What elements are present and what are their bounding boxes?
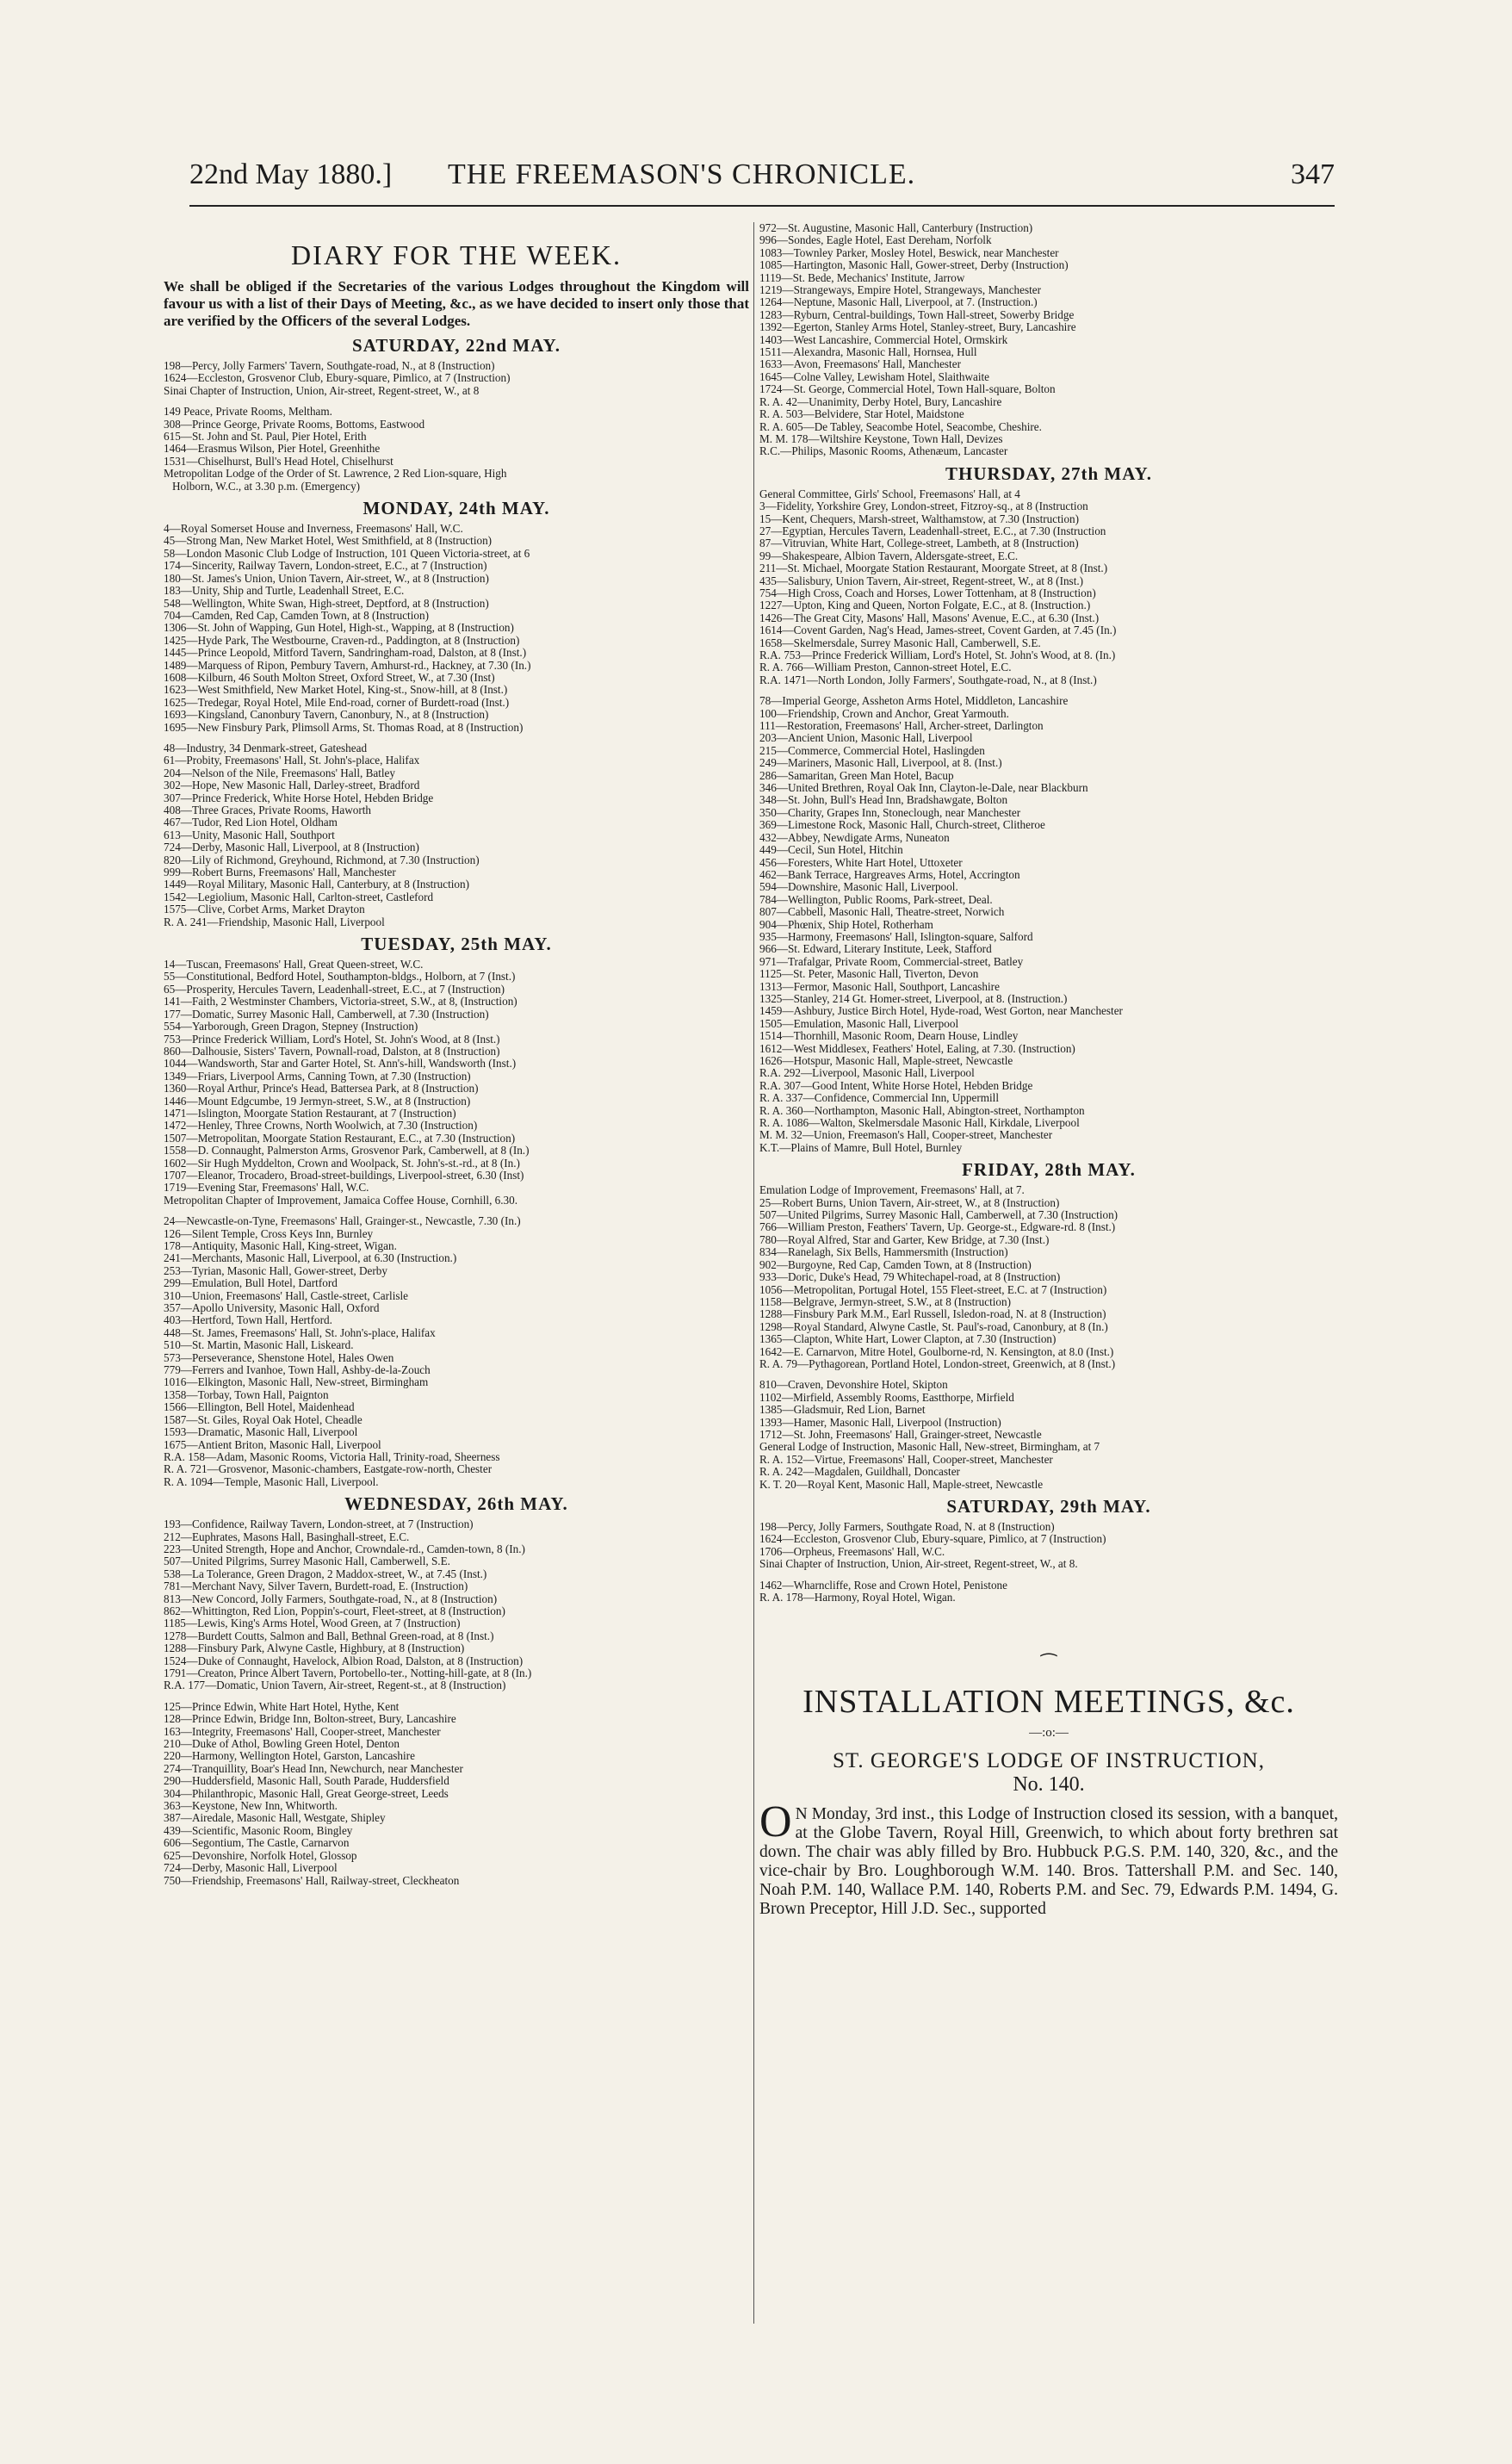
lodge-entry: 1791—Creaton, Prince Albert Tavern, Portobello-ter., Notting-hill-gate, at 8 (In.) xyxy=(164,1667,532,1679)
lodge-entry: 1044—Wandsworth, Star and Garter Hotel, St. Ann's-hill, Wandsworth (Inst.) xyxy=(164,1058,517,1071)
lodge-entry: 1511—Alexandra, Masonic Hall, Hornsea, Hull xyxy=(759,346,977,359)
lodge-entry: 704—Camden, Red Cap, Camden Town, at 8 (Instruction) xyxy=(164,609,429,622)
lodge-entry: 180—St. James's Union, Union Tavern, Air-street, W., at 8 (Instruction) xyxy=(164,572,489,585)
lodge-entry: 24—Newcastle-on-Tyne, Freemasons' Hall, Grainger-st., Newcastle, 7.30 (In.) xyxy=(164,1215,521,1228)
lodge-entry: 507—United Pilgrims, Surrey Masonic Hall, Camberwell, S.E. xyxy=(164,1555,450,1568)
lodge-entry: 1158—Belgrave, Jermyn-street, S.W., at 8 (Instruction) xyxy=(759,1295,1012,1308)
left-column xyxy=(164,222,749,2393)
lodge-entry: 724—Derby, Masonic Hall, Liverpool xyxy=(164,1862,338,1875)
lodge-entry: 1507—Metropolitan, Moorgate Station Restaurant, E.C., at 7.30 (Instruction) xyxy=(164,1132,516,1145)
lodge-entry: 456—Foresters, White Hart Hotel, Uttoxeter xyxy=(759,856,963,869)
lodge-entry: 1471—Islington, Moorgate Station Restaurant, at 7 (Instruction) xyxy=(164,1107,456,1120)
lodge-entry: 204—Nelson of the Nile, Freemasons' Hall, Batley xyxy=(164,767,396,779)
lodge-number: No. 140. xyxy=(1013,1773,1085,1797)
lodge-entry: 820—Lily of Richmond, Greyhound, Richmond, at 7.30 (Instruction) xyxy=(164,853,480,866)
lodge-entry: 594—Downshire, Masonic Hall, Liverpool. xyxy=(759,881,958,894)
lodge-entry: M. M. 32—Union, Freemason's Hall, Cooper-street, Manchester xyxy=(759,1129,1053,1142)
lodge-entry: 1119—St. Bede, Mechanics' Institute, Jarrow xyxy=(759,271,965,284)
diary-section xyxy=(164,498,749,928)
lodge-entry: 507—United Pilgrims, Surrey Masonic Hall, Camberwell, at 7.30 (Instruction) xyxy=(759,1209,1119,1222)
lodge-entry: 781—Merchant Navy, Silver Tavern, Burdett-road, E. (Instruction) xyxy=(164,1580,468,1593)
right-column xyxy=(759,222,1338,2393)
lodge-entry: 1283—Ryburn, Central-buildings, Town Hall-street, Sowerby Bridge xyxy=(759,308,1075,321)
lodge-entry: 1712—St. John, Freemasons' Hall, Grainger-street, Newcastle xyxy=(759,1428,1042,1441)
lodge-entry: 435—Salisbury, Union Tavern, Air-street, Regent-street, W., at 8 (Inst.) xyxy=(759,574,1084,587)
lodge-entry: 1505—Emulation, Masonic Hall, Liverpool xyxy=(759,1017,959,1030)
lodge-entry: K.T.—Plains of Mamre, Bull Hotel, Burnley xyxy=(759,1141,963,1154)
lodge-entry: 141—Faith, 2 Westminster Chambers, Victoria-street, S.W., at 8, (Instruction) xyxy=(164,996,517,1009)
lodge-entry: 933—Doric, Duke's Head, 79 Whitechapel-road, at 8 (Instruction) xyxy=(759,1271,1061,1284)
lodge-entry: 999—Robert Burns, Freemasons' Hall, Manchester xyxy=(164,866,396,879)
lodge-entry: 163—Integrity, Freemasons' Hall, Cooper-street, Manchester xyxy=(164,1725,441,1738)
block-gap xyxy=(164,1207,749,1215)
lodge-entry: 1227—Upton, King and Queen, Norton Folgate, E.C., at 8. (Instruction.) xyxy=(759,599,1091,612)
lodge-entry: 462—Bank Terrace, Hargreaves Arms, Hotel, Accrington xyxy=(759,868,1020,881)
lodge-entry: 55—Constitutional, Bedford Hotel, Southampton-bldgs., Holborn, at 7 (Inst.) xyxy=(164,971,516,984)
paragraph-text: N Monday, 3rd inst., this Lodge of Instruction closed its session, with a banquet, at the Globe Tavern, Royal Hill, Greenwich, to which about forty brethren sat down. The chair was ably filled by Bro. Hubbuck P.G.S. P.M. 140, 320, &c., and the vice-chair by Bro. Loughborough W.M. 140. Bros. Tattershall P.M. and Sec. 140, Noah P.M. 140, Wallace P.M. 140, Roberts P.M. and Sec. 79, Edwards P.M. 1494, G. Brown Preceptor, Hill J.D. Sec., supported xyxy=(759,1805,1338,1919)
lodge-entry: General Committee, Girls' School, Freemasons' Hall, at 4 xyxy=(759,487,1020,500)
lodge-entry: 935—Harmony, Freemasons' Hall, Islington-square, Salford xyxy=(759,930,1033,943)
lodge-entry: 350—Charity, Grapes Inn, Stoneclough, near Manchester xyxy=(759,806,1021,819)
lodge-entry: 573—Perseverance, Shenstone Hotel, Hales Owen xyxy=(164,1351,394,1364)
lodge-entry: 1489—Marquess of Ripon, Pembury Tavern, Amhurst-rd., Hackney, at 7.30 (In.) xyxy=(164,659,531,672)
lodge-entry: 307—Prince Frederick, White Horse Hotel, Hebden Bridge xyxy=(164,791,434,804)
lodge-entry: 403—Hertford, Town Hall, Hertford. xyxy=(164,1314,332,1327)
lodge-entry: 439—Scientific, Masonic Room, Bingley xyxy=(164,1824,353,1837)
lodge-entry: 1056—Metropolitan, Portugal Hotel, 155 Fleet-street, E.C. at 7 (Instruction) xyxy=(759,1283,1107,1296)
diary-sections-right xyxy=(759,222,1338,1604)
lodge-entry: 3—Fidelity, Yorkshire Grey, London-street, Fitzroy-sq., at 8 (Instruction xyxy=(759,500,1088,513)
installation-divider: —:o:— xyxy=(1029,1726,1069,1741)
lodge-entry: 1446—Mount Edgcumbe, 19 Jermyn-street, S.W., at 8 (Instruction) xyxy=(164,1095,471,1108)
diary-section xyxy=(164,1493,749,1887)
lodge-entry: 779—Ferrers and Ivanhoe, Town Hall, Ashby-de-la-Zouch xyxy=(164,1364,431,1377)
block-gap xyxy=(164,734,749,742)
column-divider xyxy=(753,222,754,2324)
block-gap xyxy=(759,1370,1338,1379)
day-heading: MONDAY, 24th MAY. xyxy=(363,498,550,519)
day-heading: FRIDAY, 28th MAY. xyxy=(962,1159,1136,1181)
lodge-entry: 1558—D. Connaught, Palmerston Arms, Grosvenor Park, Camberwell, at 8 (In.) xyxy=(164,1145,530,1158)
lodge-entry: Sinai Chapter of Instruction, Union, Air-street, Regent-street, W., at 8 xyxy=(164,384,480,397)
lodge-entry: 348—St. John, Bull's Head Inn, Bradshawgate, Bolton xyxy=(759,794,1008,807)
lodge-entry: 780—Royal Alfred, Star and Garter, Kew Bridge, at 7.30 (Inst.) xyxy=(759,1233,1050,1246)
lodge-entry: 1625—Tredegar, Royal Hotel, Mile End-road, corner of Burdett-road (Inst.) xyxy=(164,696,510,709)
lodge-title: ST. GEORGE'S LODGE OF INSTRUCTION, xyxy=(833,1749,1265,1773)
lodge-entry: 45—Strong Man, New Market Hotel, West Smithfield, at 8 (Instruction) xyxy=(164,535,493,548)
lodge-entry: Emulation Lodge of Improvement, Freemasons' Hall, at 7. xyxy=(759,1184,1025,1197)
lodge-entry: 1325—Stanley, 214 Gt. Homer-street, Liverpool, at 8. (Instruction.) xyxy=(759,992,1068,1005)
lodge-entry: 174—Sincerity, Railway Tavern, London-street, E.C., at 7 (Instruction) xyxy=(164,560,487,573)
lodge-entry: Metropolitan Chapter of Improvement, Jamaica Coffee House, Cornhill, 6.30. xyxy=(164,1194,518,1207)
lodge-entry: 625—Devonshire, Norfolk Hotel, Glossop xyxy=(164,1849,357,1862)
installation-title: INSTALLATION MEETINGS, &c. xyxy=(802,1684,1295,1721)
lodge-entry: 449—Cecil, Sun Hotel, Hitchin xyxy=(759,844,903,857)
masthead xyxy=(189,153,1335,207)
lodge-entry: 178—Antiquity, Masonic Hall, King-street, Wigan. xyxy=(164,1240,397,1252)
lodge-entry: 1531—Chiselhurst, Bull's Head Hotel, Chiselhurst xyxy=(164,455,393,468)
diary-section xyxy=(759,1496,1338,1604)
lodge-entry: 1675—Antient Briton, Masonic Hall, Liverpool xyxy=(164,1438,381,1451)
lodge-entry: 1125—St. Peter, Masonic Hall, Tiverton, Devon xyxy=(759,968,979,981)
lodge-entry: 1264—Neptune, Masonic Hall, Liverpool, at 7. (Instruction.) xyxy=(759,296,1038,309)
lodge-entry: R. A. 42—Unanimity, Derby Hotel, Bury, Lancashire xyxy=(759,395,1002,408)
lodge-entry: 211—St. Michael, Moorgate Station Restaurant, Moorgate Street, at 8 (Inst.) xyxy=(759,562,1108,575)
lodge-entry: 1642—E. Carnarvon, Mitre Hotel, Goulborne-rd, N. Kensington, at 8.0 (Inst.) xyxy=(759,1345,1114,1358)
lodge-entry: 510—St. Martin, Masonic Hall, Liskeard. xyxy=(164,1339,354,1352)
block-gap xyxy=(759,686,1338,695)
lodge-entry: 538—La Tolerance, Green Dragon, 2 Maddox-street, W., at 7.45 (Inst.) xyxy=(164,1567,487,1580)
lodge-entry: 1313—Fermor, Masonic Hall, Southport, Lancashire xyxy=(759,980,1000,993)
lodge-entry: 308—Prince George, Private Rooms, Bottoms, Eastwood xyxy=(164,418,425,431)
lodge-entry: 346—United Brethren, Royal Oak Inn, Clayton-le-Dale, near Blackburn xyxy=(759,782,1088,795)
lodge-entry: 149 Peace, Private Rooms, Meltham. xyxy=(164,406,332,419)
lodge-entry: 724—Derby, Masonic Hall, Liverpool, at 8 (Instruction) xyxy=(164,841,419,854)
lodge-entry: 432—Abbey, Newdigate Arms, Nuneaton xyxy=(759,831,950,844)
lodge-entry: 177—Domatic, Surrey Masonic Hall, Camberwell, at 7.30 (Instruction) xyxy=(164,1008,489,1021)
lodge-entry: 4—Royal Somerset House and Inverness, Freemasons' Hall, W.C. xyxy=(164,523,463,536)
lodge-entry: 1219—Strangeways, Empire Hotel, Strangeways, Manchester xyxy=(759,284,1042,297)
lodge-entry: 302—Hope, New Masonic Hall, Darley-street, Bradford xyxy=(164,779,420,792)
lodge-entry: 65—Prosperity, Hercules Tavern, Leadenhall-street, E.C., at 7 (Instruction) xyxy=(164,983,505,996)
lodge-entry: 299—Emulation, Bull Hotel, Dartford xyxy=(164,1277,338,1290)
lodge-entry: 1449—Royal Military, Masonic Hall, Canterbury, at 8 (Instruction) xyxy=(164,878,470,891)
lodge-entry: 813—New Concord, Jolly Farmers, Southgate-road, N., at 8 (Instruction) xyxy=(164,1592,498,1605)
lodge-entry: General Lodge of Instruction, Masonic Hall, New-street, Birmingham, at 7 xyxy=(759,1441,1100,1454)
lodge-entry: R. A. 721—Grosvenor, Masonic-chambers, Eastgate-row-north, Chester xyxy=(164,1463,493,1476)
lodge-entry: 1349—Friars, Liverpool Arms, Canning Town, at 7.30 (Instruction) xyxy=(164,1070,471,1083)
lodge-entry: 304—Philanthropic, Masonic Hall, Great George-street, Leeds xyxy=(164,1787,449,1800)
lodge-entry: R. A. 605—De Tabley, Seacombe Hotel, Seacombe, Cheshire. xyxy=(759,420,1042,433)
lodge-entry: 1626—Hotspur, Masonic Hall, Maple-street, Newcastle xyxy=(759,1055,1013,1067)
lodge-entry: R.A. 753—Prince Frederick William, Lord's Hotel, St. John's Wood, at 8. (In.) xyxy=(759,649,1116,661)
lodge-entry: 125—Prince Edwin, White Hart Hotel, Hythe, Kent xyxy=(164,1700,400,1713)
day-heading: TUESDAY, 25th MAY. xyxy=(361,934,552,955)
diary-section xyxy=(164,934,749,1488)
lodge-entry: 310—Union, Freemasons' Hall, Castle-street, Carlisle xyxy=(164,1289,409,1302)
lodge-entry: 1612—West Middlesex, Feathers' Hotel, Ealing, at 7.30. (Instruction) xyxy=(759,1042,1075,1055)
diary-sections-left xyxy=(164,335,749,1887)
lodge-entry: R.A. 292—Liverpool, Masonic Hall, Liverpool xyxy=(759,1067,975,1080)
lodge-entry: 25—Robert Burns, Union Tavern, Air-street, W., at 8 (Instruction) xyxy=(759,1196,1060,1209)
lodge-entry: R. A. 766—William Preston, Cannon-street Hotel, E.C. xyxy=(759,661,1012,674)
lodge-entry: 1358—Torbay, Town Hall, Paignton xyxy=(164,1388,329,1401)
lodge-entry: 807—Cabbell, Masonic Hall, Theatre-street, Norwich xyxy=(759,906,1005,919)
lodge-entry: 58—London Masonic Club Lodge of Instruction, 101 Queen Victoria-street, at 6 xyxy=(164,547,530,560)
lodge-entry: 1472—Henley, Three Crowns, North Woolwich, at 7.30 (Instruction) xyxy=(164,1120,478,1133)
lodge-entry: 1633—Avon, Freemasons' Hall, Manchester xyxy=(759,358,961,371)
issue-date: 22nd May 1880.] xyxy=(189,158,393,190)
lodge-entry: R.A. 307—Good Intent, White Horse Hotel, Hebden Bridge xyxy=(759,1079,1033,1092)
lodge-entry: 1719—Evening Star, Freemasons' Hall, W.C. xyxy=(164,1182,369,1195)
lodge-entry: 363—Keystone, New Inn, Whitworth. xyxy=(164,1800,338,1813)
lodge-entry: 212—Euphrates, Masons Hall, Basinghall-street, E.C. xyxy=(164,1530,410,1543)
lodge-entry: 1614—Covent Garden, Nag's Head, James-street, Covent Garden, at 7.45 (In.) xyxy=(759,624,1117,637)
lodge-entry: 862—Whittington, Red Lion, Poppin's-court, Fleet-street, at 8 (Instruction) xyxy=(164,1604,505,1617)
lodge-entry: 14—Tuscan, Freemasons' Hall, Great Queen-street, W.C. xyxy=(164,959,424,971)
lodge-entry: R. A. 241—Friendship, Masonic Hall, Liverpool xyxy=(164,915,385,928)
lodge-entry: 754—High Cross, Coach and Horses, Lower Tottenham, at 8 (Instruction) xyxy=(759,587,1096,599)
lodge-entry: 357—Apollo University, Masonic Hall, Oxford xyxy=(164,1302,380,1315)
lodge-entry: R. A. 503—Belvidere, Star Hotel, Maidstone xyxy=(759,408,964,421)
lodge-entry: 1365—Clapton, White Hart, Lower Clapton, at 7.30 (Instruction) xyxy=(759,1333,1057,1346)
lodge-entry: 554—Yarborough, Green Dragon, Stepney (Instruction) xyxy=(164,1021,418,1033)
section-flourish: ⁀ xyxy=(1041,1654,1057,1676)
block-gap xyxy=(164,1692,749,1701)
page-number: 347 xyxy=(1291,158,1335,190)
lodge-entry: 1724—St. George, Commercial Hotel, Town Hall-square, Bolton xyxy=(759,383,1056,396)
lodge-entry: 1393—Hamer, Masonic Hall, Liverpool (Instruction) xyxy=(759,1416,1001,1429)
lodge-entry: R. A. 337—Confidence, Commercial Inn, Uppermill xyxy=(759,1092,999,1105)
lodge-entry: 369—Limestone Rock, Masonic Hall, Church-street, Clitheroe xyxy=(759,819,1045,832)
lodge-entry: 1593—Dramatic, Masonic Hall, Liverpool xyxy=(164,1426,358,1439)
lodge-entry: 87—Vitruvian, White Hart, College-street, Lambeth, at 8 (Instruction) xyxy=(759,537,1079,550)
lodge-entry: 1524—Duke of Connaught, Havelock, Albion Road, Dalston, at 8 (Instruction) xyxy=(164,1654,524,1667)
lodge-entry: 48—Industry, 34 Denmark-street, Gateshead xyxy=(164,742,368,754)
lodge-entry: 753—Prince Frederick William, Lord's Hotel, St. John's Wood, at 8 (Inst.) xyxy=(164,1033,500,1046)
lodge-entry: R. A. 242—Magdalen, Guildhall, Doncaster xyxy=(759,1466,960,1479)
lodge-entry: 1459—Ashbury, Justice Birch Hotel, Hyde-road, West Gorton, near Manchester xyxy=(759,1005,1123,1018)
diary-section xyxy=(759,1159,1338,1491)
installation-paragraph xyxy=(759,1797,1338,1919)
lodge-entry: 1602—Sir Hugh Myddelton, Crown and Woolpack, St. John's-st.-rd., at 8 (In.) xyxy=(164,1157,520,1170)
diary-section xyxy=(759,222,1338,458)
lodge-entry: 215—Commerce, Commercial Hotel, Haslingden xyxy=(759,744,985,757)
lodge-entry: M. M. 178—Wiltshire Keystone, Town Hall, Devizes xyxy=(759,432,1003,445)
lodge-entry: 100—Friendship, Crown and Anchor, Great Yarmouth. xyxy=(759,707,1009,720)
publication-title: THE FREEMASON'S CHRONICLE. xyxy=(448,158,916,190)
lodge-entry: 448—St. James, Freemasons' Hall, St. John's-place, Halifax xyxy=(164,1326,436,1339)
lodge-entry: R. A. 79—Pythagorean, Portland Hotel, London-street, Greenwich, at 8 (Inst.) xyxy=(759,1357,1116,1370)
lodge-entry: 1016—Elkington, Masonic Hall, New-street, Birmingham xyxy=(164,1376,429,1389)
lodge-entry: 290—Huddersfield, Masonic Hall, South Parade, Huddersfield xyxy=(164,1775,449,1788)
lodge-entry: 61—Probity, Freemasons' Hall, St. John's-place, Halifax xyxy=(164,754,420,767)
lodge-entry: Holborn, W.C., at 3.30 p.m. (Emergency) xyxy=(172,480,361,493)
lodge-entry: 1707—Eleanor, Trocadero, Broad-street-buildings, Liverpool-street, 6.30 (Inst) xyxy=(164,1169,524,1182)
day-heading: THURSDAY, 27th MAY. xyxy=(945,462,1152,484)
lodge-entry: 1385—Gladsmuir, Red Lion, Barnet xyxy=(759,1404,926,1417)
lodge-entry: 78—Imperial George, Assheton Arms Hotel, Middleton, Lancashire xyxy=(759,695,1069,708)
lodge-entry: 1693—Kingsland, Canonbury Tavern, Canonbury, N., at 8 (Instruction) xyxy=(164,709,489,722)
lodge-entry: 220—Harmony, Wellington Hotel, Garston, Lancashire xyxy=(164,1750,415,1763)
lodge-entry: 1298—Royal Standard, Alwyne Castle, St. Paul's-road, Canonbury, at 8 (In.) xyxy=(759,1320,1108,1333)
lodge-entry: 1085—Hartington, Masonic Hall, Gower-street, Derby (Instruction) xyxy=(759,259,1069,272)
lodge-entry: Sinai Chapter of Instruction, Union, Air-street, Regent-street, W., at 8. xyxy=(759,1558,1078,1571)
day-heading: SATURDAY, 29th MAY. xyxy=(946,1496,1151,1517)
lodge-entry: R.A. 177—Domatic, Union Tavern, Air-street, Regent-st., at 8 (Instruction) xyxy=(164,1679,506,1692)
lodge-entry: 467—Tudor, Red Lion Hotel, Oldham xyxy=(164,816,338,829)
lodge-entry: R. A. 360—Northampton, Masonic Hall, Abington-street, Northampton xyxy=(759,1104,1085,1117)
lodge-entry: 1706—Orpheus, Freemasons' Hall, W.C. xyxy=(759,1545,945,1558)
lodge-entry: 27—Egyptian, Hercules Tavern, Leadenhall-street, E.C., at 7.30 (Instruction xyxy=(759,524,1106,537)
lodge-entry: 548—Wellington, White Swan, High-street, Deptford, at 8 (Instruction) xyxy=(164,597,489,610)
lodge-entry: 193—Confidence, Railway Tavern, London-street, at 7 (Instruction) xyxy=(164,1518,474,1531)
lodge-entry: 615—St. John and St. Paul, Pier Hotel, Erith xyxy=(164,431,367,444)
lodge-entry: 1306—St. John of Wapping, Gun Hotel, High-st., Wapping, at 8 (Instruction) xyxy=(164,622,514,635)
lodge-entry: 1403—West Lancashire, Commercial Hotel, Ormskirk xyxy=(759,333,1008,346)
lodge-entry: 1623—West Smithfield, New Market Hotel, King-st., Snow-hill, at 8 (Inst.) xyxy=(164,684,508,697)
lodge-entry: 286—Samaritan, Green Man Hotel, Bacup xyxy=(759,769,954,782)
lodge-entry: 1514—Thornhill, Masonic Room, Dearn House, Lindley xyxy=(759,1030,1019,1043)
lodge-entry: 1658—Skelmersdale, Surrey Masonic Hall, Camberwell, S.E. xyxy=(759,636,1041,649)
lodge-entry: 810—Craven, Devonshire Hotel, Skipton xyxy=(759,1379,948,1392)
lodge-entry: 1360—Royal Arthur, Prince's Head, Battersea Park, at 8 (Instruction) xyxy=(164,1083,479,1095)
diary-section xyxy=(164,335,749,493)
lodge-entry: R.C.—Philips, Masonic Rooms, Athenæum, Lancaster xyxy=(759,445,1008,458)
lodge-entry: 249—Mariners, Masonic Hall, Liverpool, at 8. (Inst.) xyxy=(759,757,1002,770)
lodge-entry: 1695—New Finsbury Park, Plimsoll Arms, St. Thomas Road, at 8 (Instruction) xyxy=(164,721,524,734)
block-gap xyxy=(759,1571,1338,1580)
lodge-entry: 1587—St. Giles, Royal Oak Hotel, Cheadle xyxy=(164,1413,363,1426)
lodge-entry: 860—Dalhousie, Sisters' Tavern, Pownall-road, Dalston, at 8 (Instruction) xyxy=(164,1045,500,1058)
lodge-entry: 904—Phœnix, Ship Hotel, Rotherham xyxy=(759,918,933,931)
lodge-entry: 203—Ancient Union, Masonic Hall, Liverpool xyxy=(759,732,973,745)
lodge-entry: 784—Wellington, Public Rooms, Park-street, Deal. xyxy=(759,893,993,906)
lodge-entry: 1185—Lewis, King's Arms Hotel, Wood Green, at 7 (Instruction) xyxy=(164,1617,461,1630)
lodge-entry: 253—Tyrian, Masonic Hall, Gower-street, Derby xyxy=(164,1264,387,1277)
lodge-entry: 241—Merchants, Masonic Hall, Liverpool, at 6.30 (Instruction.) xyxy=(164,1252,457,1265)
lodge-entry: 126—Silent Temple, Cross Keys Inn, Burnley xyxy=(164,1227,374,1240)
day-heading: SATURDAY, 22nd MAY. xyxy=(352,335,561,356)
lodge-entry: 1445—Prince Leopold, Mitford Tavern, Sandringham-road, Dalston, at 8 (Inst.) xyxy=(164,647,527,660)
drop-cap: O xyxy=(759,1797,792,1847)
lodge-entry: 606—Segontium, The Castle, Carnarvon xyxy=(164,1837,350,1850)
lodge-entry: R. A. 1086—Walton, Skelmersdale Masonic Hall, Kirkdale, Liverpool xyxy=(759,1117,1080,1130)
lodge-entry: 1566—Ellington, Bell Hotel, Maidenhead xyxy=(164,1401,355,1414)
lodge-entry: 1426—The Great City, Masons' Hall, Masons' Avenue, E.C., at 6.30 (Inst.) xyxy=(759,611,1100,624)
lodge-entry: 183—Unity, Ship and Turtle, Leadenhall Street, E.C. xyxy=(164,585,405,598)
lodge-entry: 198—Percy, Jolly Farmers' Tavern, Southgate-road, N., at 8 (Instruction) xyxy=(164,360,495,372)
lodge-entry: 99—Shakespeare, Albion Tavern, Aldersgate-street, E.C. xyxy=(759,549,1019,562)
lodge-entry: R.A. 158—Adam, Masonic Rooms, Victoria Hall, Trinity-road, Sheerness xyxy=(164,1450,500,1463)
lodge-entry: 1542—Legiolium, Masonic Hall, Carlton-street, Castleford xyxy=(164,891,434,903)
lodge-entry: 834—Ranelagh, Six Bells, Hammersmith (Instruction) xyxy=(759,1246,1008,1259)
diary-section xyxy=(759,463,1338,1155)
lodge-entry: 408—Three Graces, Private Rooms, Haworth xyxy=(164,804,371,816)
lodge-entry: 128—Prince Edwin, Bridge Inn, Bolton-street, Bury, Lancashire xyxy=(164,1713,456,1726)
lodge-entry: 1278—Burdett Coutts, Salmon and Ball, Bethnal Green-road, at 8 (Inst.) xyxy=(164,1629,494,1642)
day-heading: WEDNESDAY, 26th MAY. xyxy=(344,1493,568,1515)
lodge-entry: 1083—Townley Parker, Mosley Hotel, Beswick, near Manchester xyxy=(759,246,1059,259)
lodge-entry: 223—United Strength, Hope and Anchor, Crowndale-rd., Camden-town, 8 (In.) xyxy=(164,1542,525,1555)
lodge-entry: 766—William Preston, Feathers' Tavern, Up. George-st., Edgware-rd. 8 (Inst.) xyxy=(759,1221,1116,1234)
lodge-entry: 750—Friendship, Freemasons' Hall, Railway-street, Cleckheaton xyxy=(164,1874,460,1887)
lodge-entry: 1288—Finsbury Park M.M., Earl Russell, Isledon-road, N. at 8 (Instruction) xyxy=(759,1308,1106,1321)
lodge-entry: 1645—Colne Valley, Lewisham Hotel, Slaithwaite xyxy=(759,370,989,383)
lodge-entry: 1464—Erasmus Wilson, Pier Hotel, Greenhithe xyxy=(164,443,381,456)
diary-title: DIARY FOR THE WEEK. xyxy=(290,239,623,270)
lodge-entry: 972—St. Augustine, Masonic Hall, Canterbury (Instruction) xyxy=(759,222,1033,234)
lodge-entry: 971—Trafalgar, Private Room, Commercial-street, Batley xyxy=(759,955,1024,968)
lodge-entry: 274—Tranquillity, Boar's Head Inn, Newchurch, near Manchester xyxy=(164,1762,463,1775)
lodge-entry: R. A. 1094—Temple, Masonic Hall, Liverpool. xyxy=(164,1475,379,1488)
lodge-entry: 1575—Clive, Corbet Arms, Market Drayton xyxy=(164,903,365,916)
lodge-entry: R. A. 178—Harmony, Royal Hotel, Wigan. xyxy=(759,1592,956,1604)
lodge-entry: 387—Airedale, Masonic Hall, Westgate, Shipley xyxy=(164,1812,386,1825)
lodge-entry: R.A. 1471—North London, Jolly Farmers', Southgate-road, N., at 8 (Inst.) xyxy=(759,673,1097,686)
block-gap xyxy=(164,397,749,406)
lodge-entry: 15—Kent, Chequers, Marsh-street, Walthamstow, at 7.30 (Instruction) xyxy=(759,512,1080,525)
lodge-entry: 613—Unity, Masonic Hall, Southport xyxy=(164,829,335,841)
lodge-entry: R. A. 152—Virtue, Freemasons' Hall, Cooper-street, Manchester xyxy=(759,1453,1053,1466)
lodge-entry: 198—Percy, Jolly Farmers, Southgate Road, N. at 8 (Instruction) xyxy=(759,1521,1055,1533)
lodge-entry: 1425—Hyde Park, The Westbourne, Craven-rd., Paddington, at 8 (Instruction) xyxy=(164,634,520,647)
diary-intro: We shall be obliged if the Secretaries of the various Lodges throughout the Kingdom will favour us with a list of their Days of Meeting, &c., as we have decided to insert only those that are verified by the Officers of the several Lodges. xyxy=(164,278,749,329)
lodge-entry: 1288—Finsbury Park, Alwyne Castle, Highbury, at 8 (Instruction) xyxy=(164,1642,465,1655)
lodge-entry: 111—Restoration, Freemasons' Hall, Archer-street, Darlington xyxy=(759,720,1044,733)
lodge-entry: 1392—Egerton, Stanley Arms Hotel, Stanley-street, Bury, Lancashire xyxy=(759,321,1076,334)
lodge-entry: 210—Duke of Athol, Bowling Green Hotel, Denton xyxy=(164,1738,400,1751)
lodge-entry: 1608—Kilburn, 46 South Molton Street, Oxford Street, W., at 7.30 (Inst) xyxy=(164,671,495,684)
lodge-entry: 902—Burgoyne, Red Cap, Camden Town, at 8 (Instruction) xyxy=(759,1258,1032,1271)
lodge-entry: 1102—Mirfield, Assembly Rooms, Eastthorpe, Mirfield xyxy=(759,1391,1014,1404)
lodge-entry: Metropolitan Lodge of the Order of St. Lawrence, 2 Red Lion-square, High xyxy=(164,468,507,481)
lodge-entry: 996—Sondes, Eagle Hotel, East Dereham, Norfolk xyxy=(759,234,992,247)
lodge-entry: 1462—Wharncliffe, Rose and Crown Hotel, Penistone xyxy=(759,1579,1007,1592)
lodge-entry: 1624—Eccleston, Grosvenor Club, Ebury-square, Pimlico, at 7 (Instruction) xyxy=(759,1533,1106,1546)
lodge-entry: 1624—Eccleston, Grosvenor Club, Ebury-square, Pimlico, at 7 (Instruction) xyxy=(164,372,511,385)
lodge-entry: K. T. 20—Royal Kent, Masonic Hall, Maple-street, Newcastle xyxy=(759,1478,1044,1491)
lodge-entry: 966—St. Edward, Literary Institute, Leek, Stafford xyxy=(759,943,992,956)
